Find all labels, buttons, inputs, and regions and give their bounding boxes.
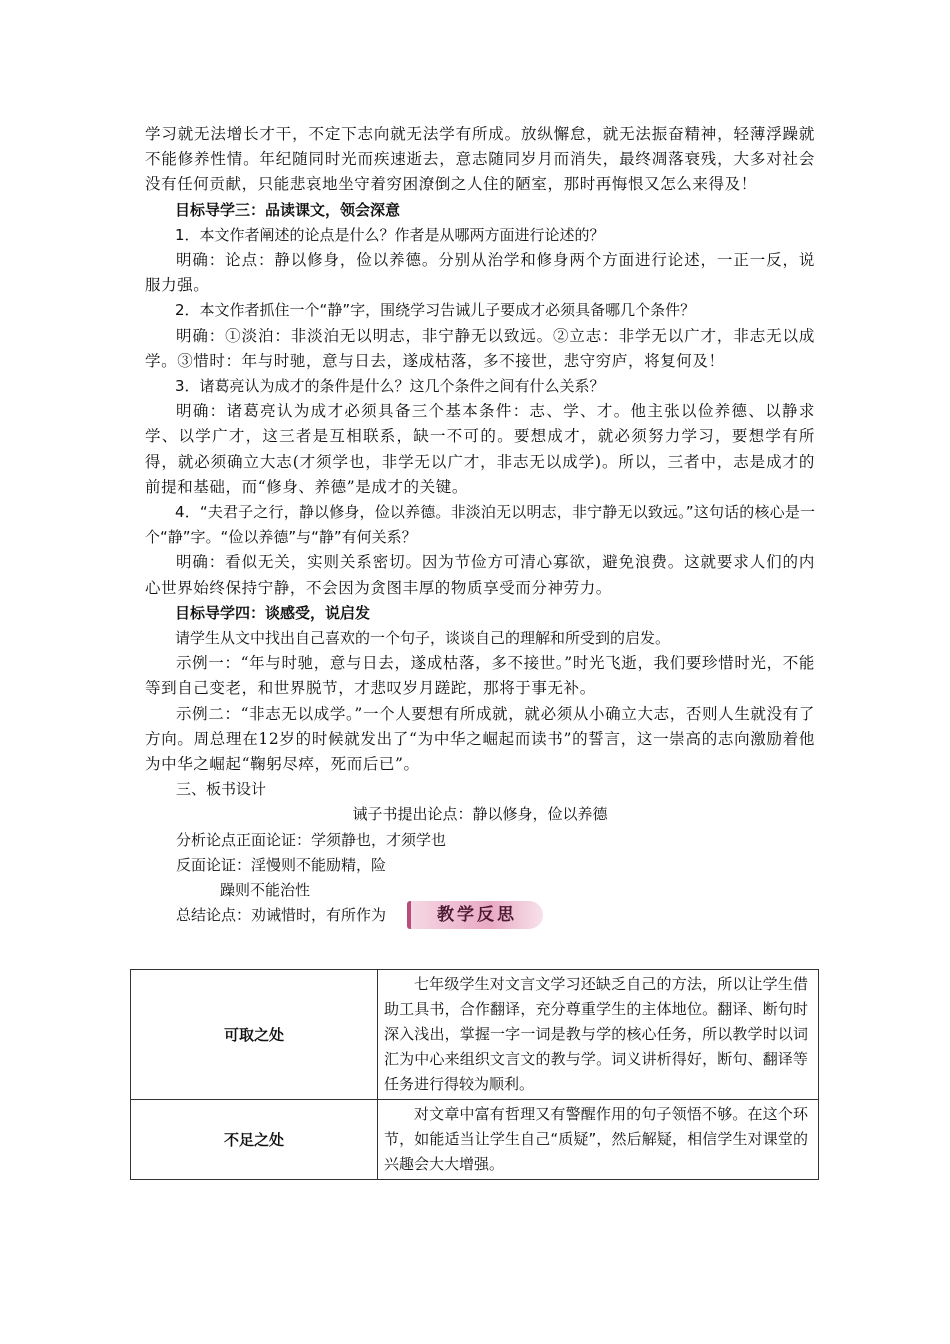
question-2: 2．本文作者抓住一个“静”字，围绕学习告诫儿子要成才必须具备哪几个条件？ xyxy=(175,301,696,320)
example-1: 示例一：“年与时驰，意与日去，遂成枯落，多不接世。”时光飞逝，我们要珍惜时光，不能等到自己变老，和世界脱节，才悲叹岁月蹉跎，那将于事无补。 xyxy=(145,654,815,698)
table-text-strengths: 七年级学生对文言文学习还缺乏自己的方法，所以让学生借助工具书，合作翻译，充分尊重学生的主体地位。翻译、断句时深入浅出，掌握一字一词是教与学的核心任务，所以教学时以词汇为中心来组织文言文的教与学。词义讲析得好，断句、翻译等任务进行得较为顺利。 xyxy=(378,970,819,1100)
task-instruction: 请学生从文中找出自己喜欢的一个句子，谈谈自己的理解和所受到的启发。 xyxy=(175,629,671,648)
board-heading: 三、板书设计 xyxy=(176,780,267,799)
question-4: 4．“夫君子之行，静以修身，俭以养德。非淡泊无以明志，非宁静无以致远。”这句话的核心是一个“静”字。“俭以养德”与“静”有何关系？ xyxy=(145,503,815,547)
board-line-negative: 反面论证：淫慢则不能励精，险 xyxy=(176,855,387,874)
table-label-strengths: 可取之处 xyxy=(131,970,378,1100)
section-heading-4: 目标导学四：谈感受，说启发 xyxy=(175,603,371,622)
example-2: 示例二：“非志无以成学。”一个人要想有所成就，就必须从小确立大志，否则人生就没有了方向。周总理在12岁的时候就发出了“为中华之崛起而读书”的誓言，这一崇高的志向激励着他为中华之崛起“鞠躬尽瘁，死而后已”。 xyxy=(145,704,815,774)
answer-2: 明确：①淡泊：非淡泊无以明志，非宁静无以致远。②立志：非学无以广才，非志无以成学。③惜时：年与时驰，意与日去，遂成枯落，多不接世，悲守穷庐，将复何及！ xyxy=(145,326,815,370)
table-row xyxy=(131,970,819,1100)
board-line-thesis: 诫子书提出论点：静以修身，俭以养德 xyxy=(352,805,608,824)
question-1: 1．本文作者阐述的论点是什么？作者是从哪两方面进行论述的？ xyxy=(175,225,605,244)
table-text-weaknesses: 对文章中富有哲理又有警醒作用的句子领悟不够。在这个环节，如能适当让学生自己“质疑”，然后解疑，相信学生对课堂的兴趣会大大增强。 xyxy=(378,1100,819,1180)
board-summary-text: 总结论点：劝诫惜时，有所作为 xyxy=(176,906,387,925)
reflection-table xyxy=(130,969,819,1180)
answer-3: 明确：诸葛亮认为成才必须具备三个基本条件：志、学、才。他主张以俭养德、以静求学、以学广才，这三者是互相联系，缺一不可的。要想成才，就必须努力学习，要想学有所得，就必须确立大志(才须学也，非学无以广才，非志无以成学)。所以，三者中，志是成才的前提和基础，而“修身、养德”是成才的关键。 xyxy=(145,402,815,496)
board-line-negative-cont: 躁则不能治性 xyxy=(220,881,311,900)
answer-4: 明确：看似无关，实则关系密切。因为节俭方可清心寡欲，避免浪费。这就要求人们的内心世界始终保持宁静，不会因为贪图丰厚的物质享受而分神劳力。 xyxy=(145,553,815,597)
answer-1: 明确：论点：静以修身，俭以养德。分别从治学和修身两个方面进行论述，一正一反，说服力强。 xyxy=(145,251,815,295)
table-label-weaknesses: 不足之处 xyxy=(131,1100,378,1180)
section-heading-3: 目标导学三：品读课文，领会深意 xyxy=(175,200,401,219)
question-3: 3．诸葛亮认为成才的条件是什么？这几个条件之间有什么关系？ xyxy=(175,377,605,396)
board-line-positive: 分析论点正面论证：学须静也，才须学也 xyxy=(176,830,447,849)
document-body xyxy=(145,122,815,929)
reflection-badge: 教学反思 xyxy=(407,901,543,929)
table-row xyxy=(131,1100,819,1180)
paragraph-translation: 学习就无法增长才干，不定下志向就无法学有所成。放纵懈怠，就无法振奋精神，轻薄浮躁就不能修养性情。年纪随同时光而疾速逝去，意志随同岁月而消失，最终凋落衰残，大多对社会没有任何贡献，只能悲哀地坐守着穷困潦倒之人住的陋室，那时再悔恨又怎么来得及！ xyxy=(145,125,815,194)
board-line-summary xyxy=(145,903,815,928)
